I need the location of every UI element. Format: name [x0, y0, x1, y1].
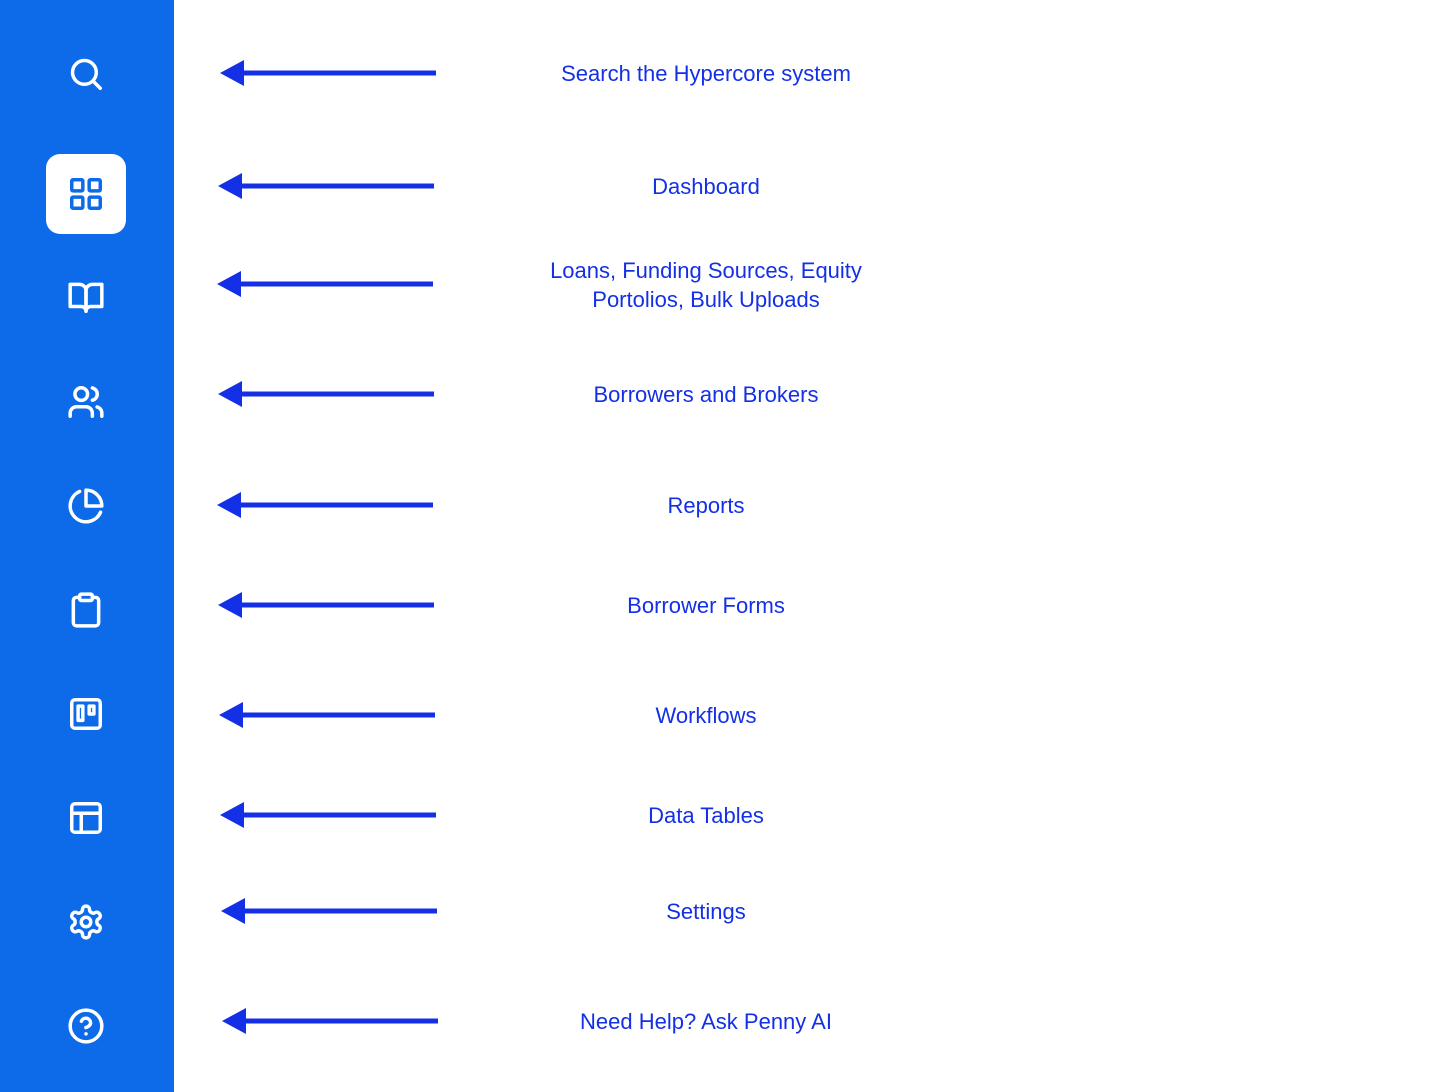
sidebar-item-data-tables[interactable]: [46, 778, 126, 858]
dashboard-grid-icon: [67, 175, 105, 213]
book-icon: [67, 278, 105, 316]
annotation-label-text: Reports: [667, 493, 745, 518]
annotation-label-dashboard: [486, 172, 926, 201]
sidebar-item-reports[interactable]: [46, 466, 126, 546]
annotation-label-loans: [486, 256, 926, 314]
sidebar-item-loans[interactable]: [46, 257, 126, 337]
sidebar-item-borrower-forms[interactable]: [46, 570, 126, 650]
sidebar-item-dashboard[interactable]: [46, 154, 126, 234]
annotation-label-borrowers: [486, 380, 926, 409]
search-icon: [67, 55, 105, 93]
annotation-arrow: [219, 702, 439, 728]
annotation-label-text: Workflows: [655, 703, 757, 728]
annotation-label-text: Settings: [666, 899, 746, 924]
sidebar-item-workflows[interactable]: [46, 674, 126, 754]
annotation-arrow: [217, 271, 437, 297]
annotation-label-workflows: [486, 701, 926, 730]
annotation-label-text: Borrowers and Brokers: [593, 382, 819, 407]
annotation-label-text: Search the Hypercore system: [561, 61, 851, 86]
annotation-label-reports: [486, 491, 926, 520]
data-table-icon: [67, 799, 105, 837]
annotation-arrow: [218, 173, 438, 199]
annotation-label-settings: [486, 897, 926, 926]
annotation-label-text: Loans, Funding Sources, Equity: [550, 258, 862, 283]
sidebar-item-borrowers[interactable]: [46, 362, 126, 442]
annotation-label-help: [486, 1007, 926, 1036]
sidebar-item-search[interactable]: [46, 34, 126, 114]
annotation-arrow: [221, 898, 441, 924]
kanban-board-icon: [67, 695, 105, 733]
annotation-arrow: [220, 60, 440, 86]
annotation-label-text: Borrower Forms: [627, 593, 785, 618]
sidebar-nav: [0, 0, 174, 1092]
pie-chart-icon: [67, 487, 105, 525]
sidebar-item-settings[interactable]: [46, 882, 126, 962]
annotation-arrow: [222, 1008, 442, 1034]
annotation-arrow: [220, 802, 440, 828]
annotation-label-text-line2: Portolios, Bulk Uploads: [592, 287, 820, 312]
clipboard-icon: [67, 591, 105, 629]
annotation-label-search: [486, 59, 926, 88]
help-circle-icon: [67, 1007, 105, 1045]
annotation-label-data-tables: [486, 801, 926, 830]
annotation-arrow: [218, 592, 438, 618]
annotation-label-text: Data Tables: [648, 803, 764, 828]
annotation-label-text: Dashboard: [652, 174, 760, 199]
annotation-arrow: [218, 381, 438, 407]
annotation-arrow: [217, 492, 437, 518]
annotation-label-borrower-forms: [486, 591, 926, 620]
gear-icon: [67, 903, 105, 941]
sidebar-item-help[interactable]: [46, 986, 126, 1066]
users-icon: [67, 383, 105, 421]
annotation-label-text: Need Help? Ask Penny AI: [580, 1009, 832, 1034]
